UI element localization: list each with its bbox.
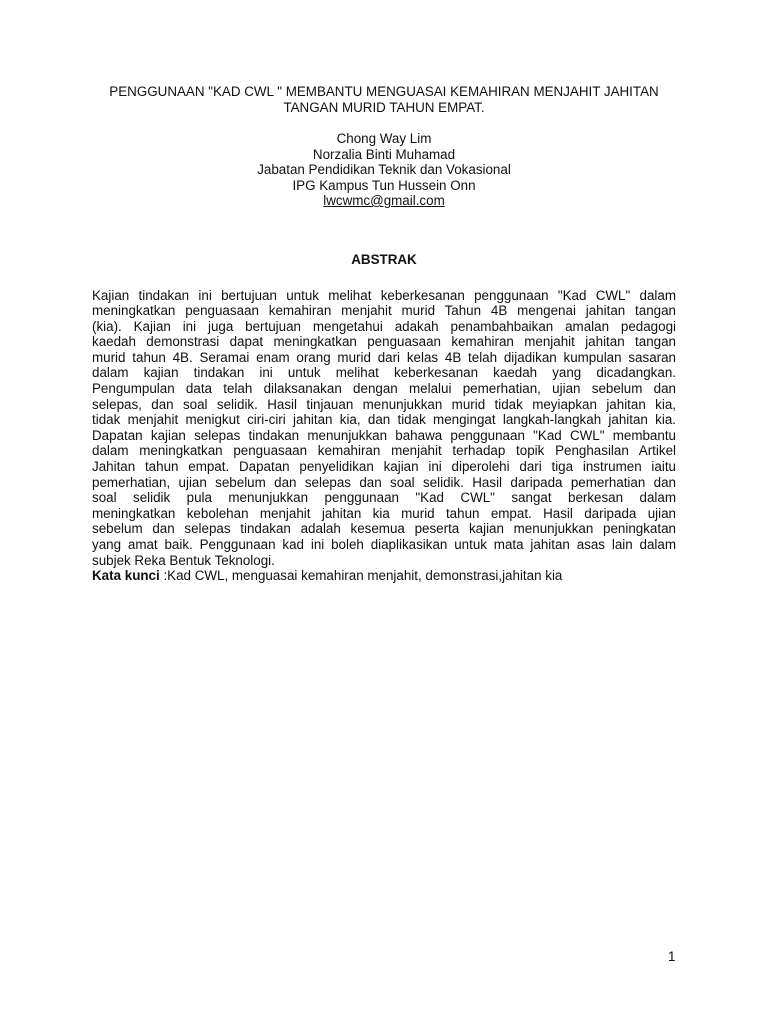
abstract-line: meningkatkan kebolehan menjahit jahitan kia murid tahun empat. Hasil daripada ujian: [92, 505, 676, 521]
keywords-text: :Kad CWL, menguasai kemahiran menjahit, demonstrasi,jahitan kia: [159, 568, 563, 584]
abstract-line: dalam kajian tindakan ini untuk melihat keberkesanan kaedah yang dicadangkan.: [92, 365, 676, 381]
abstract-line: meningkatkan penguasaan kemahiran menjahit murid Tahun 4B mengenai jahitan tangan: [92, 303, 676, 319]
title-line-2: TANGAN MURID TAHUN EMPAT.: [283, 100, 485, 115]
paper-title: [92, 84, 676, 116]
abstract-line: selepas, dan soal selidik. Hasil tinjauan menunjukkan murid tidak meyiapkan jahitan kia,: [92, 396, 676, 412]
abstract-line: soal selidik pula menunjukkan penggunaan "Kad CWL" sangat berkesan dalam: [92, 490, 676, 506]
abstract-line: murid tahun 4B. Seramai enam orang murid dari kelas 4B telah dijadikan kumpulan sasaran: [92, 349, 676, 365]
abstract-line: tidak menjahit menigkut ciri-ciri jahitan kia, dan tidak mengingat langkah-langkah jahitan kia.: [92, 412, 676, 428]
author-institution: IPG Kampus Tun Hussein Onn: [292, 177, 476, 193]
abstract-line: kaedah demonstrasi dapat meningkatkan penguasaan kemahiran menjahit jahitan tangan: [92, 334, 676, 350]
author-department: Jabatan Pendidikan Teknik dan Vokasional: [257, 162, 511, 177]
abstract-line: dalam meningkatkan penguasaan kemahiran menjahit terhadap topik Penghasilan Artikel: [92, 443, 676, 459]
keywords-line: [92, 568, 676, 584]
abstract-heading: ABSTRAK: [351, 251, 417, 267]
author-email-link[interactable]: lwcwmc@gmail.com: [323, 193, 445, 208]
page-number: 1: [668, 949, 676, 964]
abstract-line: subjek Reka Bentuk Teknologi.: [92, 552, 275, 568]
author-block: [92, 131, 676, 209]
abstract-line: pemerhatian, ujian sebelum dan selepas dan soal selidik. Hasil daripada pemerhatian dan: [92, 474, 676, 490]
document-page: [92, 84, 676, 584]
abstract-line: Kajian tindakan ini bertujuan untuk melihat keberkesanan penggunaan "Kad CWL" dalam: [92, 287, 676, 303]
abstract-line: sebelum dan selepas tindakan adalah kesemua peserta kajian menunjukkan peningkatan: [92, 521, 676, 537]
abstract-line: (kia). Kajian ini juga bertujuan mengetahui adakah penambahbaikan amalan pedagogi: [92, 318, 676, 334]
abstract-line: Pengumpulan data telah dilaksanakan dengan melalui pemerhatian, ujian sebelum dan: [92, 381, 676, 397]
keywords-label: Kata kunci: [92, 568, 160, 584]
abstract-line: Dapatan kajian selepas tindakan menunjukkan bahawa penggunaan "Kad CWL" membantu: [92, 427, 676, 443]
author-name-2: Norzalia Binti Muhamad: [312, 146, 456, 162]
title-line-1: PENGGUNAAN "KAD CWL " MEMBANTU MENGUASAI KEMAHIRAN MENJAHIT JAHITAN: [109, 84, 659, 99]
abstract-line: Jahitan tahun empat. Dapatan penyelidikan kajian ini diperolehi dari tiga instrumen iaitu: [92, 459, 676, 475]
abstract-body: [92, 288, 676, 569]
author-name-1: Chong Way Lim: [336, 131, 432, 146]
abstract-line: yang amat baik. Penggunaan kad ini boleh diaplikasikan untuk mata jahitan asas lain dalam: [92, 537, 676, 552]
